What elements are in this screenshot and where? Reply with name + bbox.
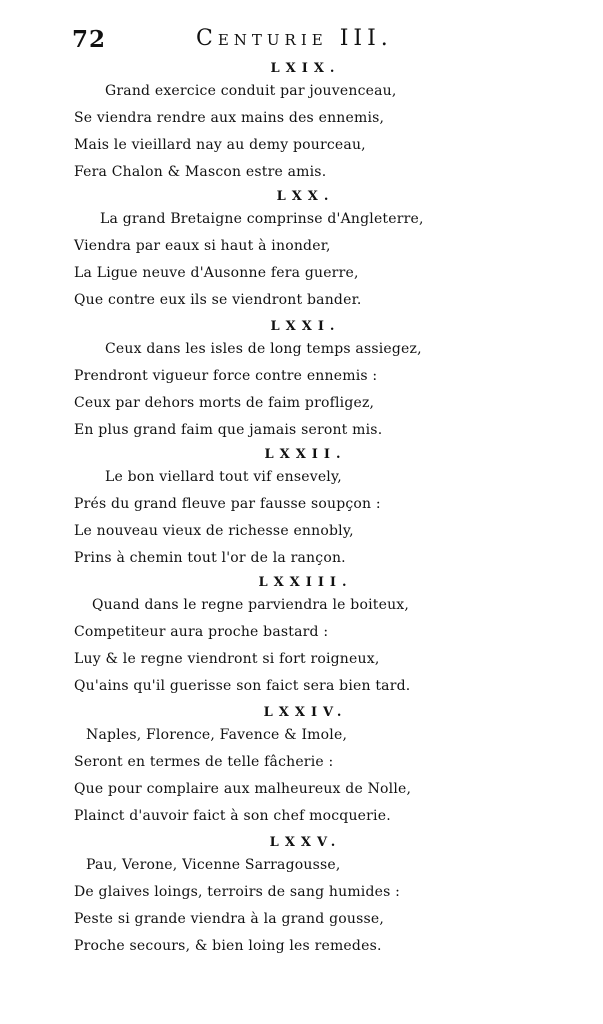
verse-line: Peste si grande viendra à la grand gousse, <box>74 911 385 927</box>
quatrain-number: LXIX. <box>270 61 341 76</box>
verse-line: Pau, Verone, Vicenne Sarragousse, <box>86 857 341 873</box>
verse-line: Prendront vigueur force contre ennemis : <box>74 368 378 384</box>
verse-line: Le bon viellard tout vif ensevely, <box>105 469 342 485</box>
page-number: 72 <box>72 26 107 53</box>
verse-line: Luy & le regne viendront si fort roigneux, <box>74 651 380 667</box>
verse-line: Viendra par eaux si haut à inonder, <box>74 238 331 254</box>
verse-line: Ceux par dehors morts de faim profligez, <box>74 395 375 411</box>
verse-line: Prés du grand fleuve par fausse soupçon : <box>74 496 381 512</box>
quatrain-number: LXXI. <box>270 319 341 334</box>
verse-line: Se viendra rendre aux mains des ennemis, <box>74 110 385 126</box>
quatrain <box>0 834 603 960</box>
quatrain-number: LXXIII. <box>258 575 353 590</box>
verse-line: Quand dans le regne parviendra le boiteux, <box>92 597 410 613</box>
verse-line: La Ligue neuve d'Ausonne fera guerre, <box>74 265 359 281</box>
verse-line: Grand exercice conduit par jouvenceau, <box>105 83 397 99</box>
verse-line: Fera Chalon & Mascon estre amis. <box>74 164 327 180</box>
verse-line: Prins à chemin tout l'or de la rançon. <box>74 550 346 566</box>
verse-line: Mais le vieillard nay au demy pourceau, <box>74 137 366 153</box>
verse-line: Competiteur aura proche bastard : <box>74 624 329 640</box>
verse-line: La grand Bretaigne comprinse d'Angleterre, <box>100 211 424 227</box>
quatrain <box>0 704 603 830</box>
quatrain-number: LXXIV. <box>263 705 348 720</box>
quatrain <box>0 446 603 572</box>
verse-line: Que pour complaire aux malheureux de Nolle, <box>74 781 412 797</box>
verse-line: En plus grand faim que jamais seront mis. <box>74 422 383 438</box>
quatrain-number: LXX. <box>276 189 335 204</box>
quatrain <box>0 318 603 444</box>
verse-line: Ceux dans les isles de long temps assiegez, <box>105 341 422 357</box>
verse-line: De glaives loings, terroirs de sang humides : <box>74 884 401 900</box>
running-title: Centurie III. <box>196 26 393 51</box>
quatrain <box>0 188 603 314</box>
verse-line: Naples, Florence, Favence & Imole, <box>86 727 348 743</box>
quatrain-number: LXXV. <box>269 835 342 850</box>
quatrain <box>0 60 603 186</box>
quatrain <box>0 574 603 700</box>
page-header <box>0 24 603 54</box>
verse-line: Que contre eux ils se viendront bander. <box>74 292 362 308</box>
verse-line: Proche secours, & bien loing les remedes. <box>74 938 382 954</box>
quatrain-number: LXXII. <box>264 447 347 462</box>
verse-line: Le nouveau vieux de richesse ennobly, <box>74 523 354 539</box>
verse-line: Qu'ains qu'il guerisse son faict sera bien tard. <box>74 678 411 694</box>
verse-line: Seront en termes de telle fâcherie : <box>74 754 334 770</box>
verse-line: Plainct d'auvoir faict à son chef mocquerie. <box>74 808 391 824</box>
